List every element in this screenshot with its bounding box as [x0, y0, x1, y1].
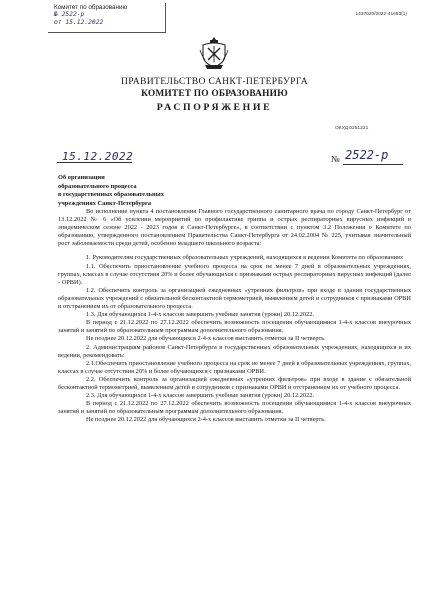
document-body: [58, 208, 411, 424]
body-paragraph: В период с 21.12.2022 по 27.12.2022 обеспечить возможность посещения обучающимися 1-4-х классов внеурочных занятий и занятий по образовательным программам дополнительного образования.: [58, 319, 411, 335]
stamp-date: от 15.12.2022: [54, 18, 104, 26]
date-underline: [57, 162, 132, 163]
body-paragraph: 2.1.Обеспечить приостановление учебного процесса на срок не менее 7 дней в образовательных учреждениях, группах, классах в случае отсутствия 20% и более обучающихся с признаками ОРВИ.: [58, 359, 411, 375]
body-paragraph: Не позднее 20.12.2022 для обучающихся 2-4-х классов выставить отметки за II четверть.: [86, 416, 326, 424]
body-paragraph: Не позднее 20.12.2022 для обучающихся 2-4-х классов выставить отметки за II четверть.: [86, 335, 326, 343]
document-subject: [58, 174, 164, 208]
body-paragraph: 2.3. Для обучающихся 1-4-х классов завершить учебные занятия (уроки) 20.12.2022.: [86, 392, 315, 400]
subject-line: в государственных образовательных: [58, 191, 164, 199]
government-title: ПРАВИТЕЛЬСТВО САНКТ-ПЕТЕРБУРГА: [121, 76, 308, 87]
body-paragraph: 2. Администрациям районов Санкт-Петербурга в государственных образовательных учреждениях, находящихся в их ведении, рекомендовать:: [58, 343, 411, 359]
stamp-organization: Комитет по образованию: [54, 4, 128, 11]
subject-line: учреждениях Санкт-Петербурга: [58, 199, 152, 207]
body-paragraph: 2.2. Обеспечить контроль за организацией ежедневных «утренних фильтров» при входе в здание с обязательной бесконтактной термометрией, выявлением детей и сотрудников с признаками ОРВИ и отстранением их от учебного процесса.: [58, 375, 411, 391]
number-sign: №: [331, 154, 340, 164]
subject-line: образовательного процесса: [58, 182, 137, 190]
body-paragraph: В период с 21.12.2022 по 27.12.2022 обеспечить возможность посещения обучающимися 1-4-х классов внеурочных занятий и занятий по образовательным программам дополнительного образования.: [58, 400, 411, 416]
coat-of-arms-icon: [199, 36, 229, 70]
okud-code: ОКУД 0251221: [335, 126, 369, 131]
handwritten-number: 2522-р: [345, 148, 389, 162]
handwritten-date: 15.12.2022: [62, 150, 134, 163]
body-paragraph: 1.3. Для обучающихся 1-4-х классов завершить учебные занятия (уроки) 20.12.2022.: [86, 311, 315, 319]
body-paragraph: 1. Руководителям государственных образовательных учреждений, находящихся в ведении Комитета по образованию:: [86, 254, 404, 262]
body-paragraph: Во исполнение пункта 4 постановления Главного государственного санитарного врача по городу Санкт-Петербург от 13.12.2022 № 6 «Об усилении мероприятий по профилактике гриппа и острых респираторных вирусных инфекций в эпидемическом сезоне 2022 - 2023 годов в Санкт-Петербурге», в соответствии с пунктом 3.2 Положения о Комитете по образованию, утвержденного постановлением Правительства Санкт-Петербурга от 24.02.2004 № 225, учитывая значительный рост заболеваемости среди детей, особенно младшего школьного возраста:: [58, 208, 411, 248]
subject-line: Об организации: [58, 174, 105, 181]
number-underline: [343, 164, 403, 165]
document-type: РАСПОРЯЖЕНИЕ: [156, 102, 273, 113]
document-id: 1437020/2022-41653(1): [355, 12, 407, 17]
stamp-number: № 2522-р: [54, 11, 85, 19]
body-paragraph: 1.1. Обеспечить приостановление учебного процесса на срок не менее 7 дней в образовательных учреждениях, группах, классах в случае отсутствия 20% и более обучающихся с признаками острых респираторных вирусных инфекций (далее - ОРВИ).: [58, 262, 411, 286]
committee-title: КОМИТЕТ ПО ОБРАЗОВАНИЮ: [141, 89, 288, 99]
body-paragraph: 1.2. Обеспечить контроль за организацией ежедневных «утренних фильтров» при входе в здания государственных образовательных учреждений с обязательной бесконтактной термометрией, выявлением детей и сотрудников с признаками ОРВИ и отстранением их от образовательного процесса.: [58, 286, 411, 311]
registration-stamp: [48, 3, 166, 33]
